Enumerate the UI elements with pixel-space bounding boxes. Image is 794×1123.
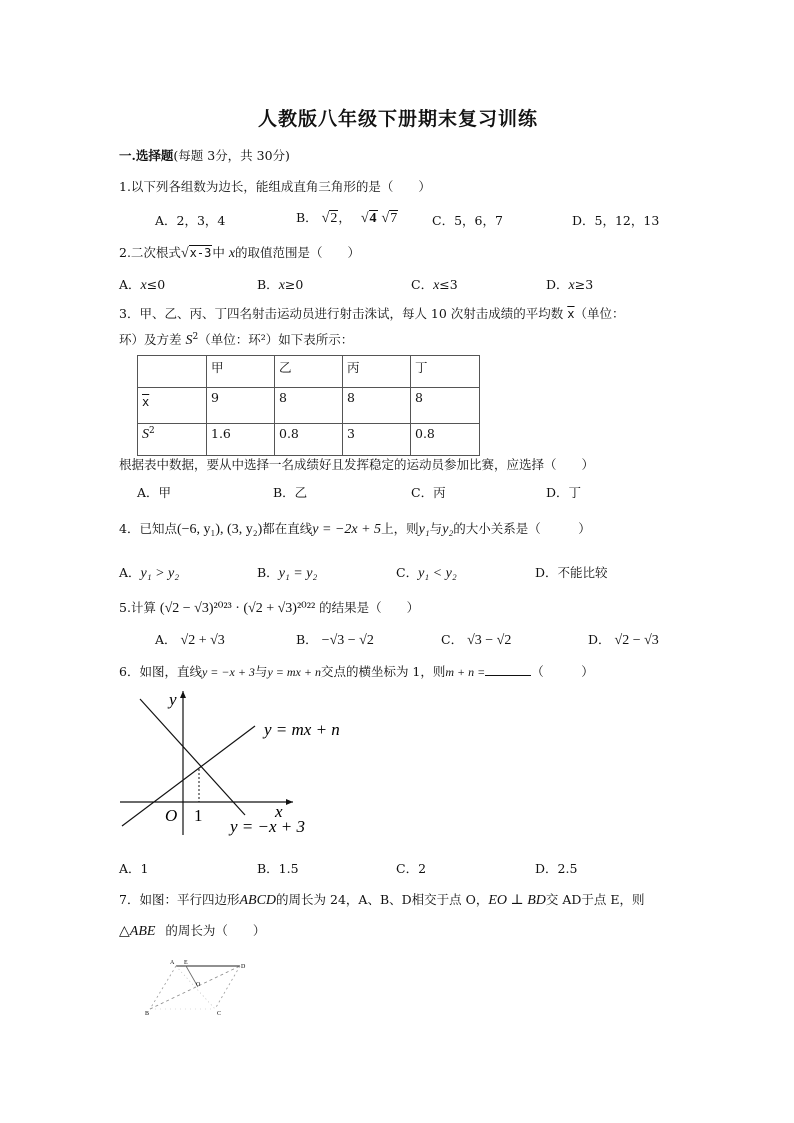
q2-option-d: D．x≥3 <box>546 277 594 293</box>
q4-line-eq: y = −2x + 5 <box>312 522 382 537</box>
q5-option-d: D． √2 − √3 <box>588 632 659 648</box>
q2-post: 的取值范围是（ ） <box>235 245 361 260</box>
line-label-mx-n: y = mx + n <box>264 720 340 739</box>
q3-option-b: B．乙 <box>273 485 308 500</box>
diagonal-bd <box>150 966 240 1009</box>
parallelogram-figure <box>140 954 255 1018</box>
q5-option-b: B． −√3 − √2 <box>296 632 374 648</box>
q2-option-b: B．x≥0 <box>257 277 304 293</box>
q4-option-c: C．y₁ < y₂ <box>396 565 457 581</box>
vertex-d: D <box>241 964 246 970</box>
point-e: E <box>184 960 188 966</box>
question-2-stem <box>119 243 360 262</box>
line-neg-x-plus-3 <box>140 699 245 815</box>
question-7-line1: 7．如图：平行四边形ABCD的周长为 24，A、B、D相交于点 O，EO ⊥ BD交 AD于点 E，则 <box>119 892 645 908</box>
q3-option-c: C．丙 <box>411 485 446 500</box>
question-7-line2: △ABE 的周长为（ ） <box>119 923 266 939</box>
q2-mid: 中 <box>212 245 225 260</box>
page-title: 人教版八年级下册期末复习训练 <box>258 108 539 130</box>
x-axis-label: x <box>275 802 283 821</box>
score-table <box>137 355 480 456</box>
y-axis-label: y <box>169 690 177 709</box>
q4-option-b: B．y₁ = y₂ <box>257 565 318 581</box>
question-5-stem: 5.计算 (√2 − √3)²⁰²³ · (√2 + √3)²⁰²² 的结果是（ ） <box>119 600 420 616</box>
q1-b-root3: √7 <box>381 211 398 226</box>
answer-blank[interactable] <box>485 663 531 676</box>
q1-b-label: B． <box>296 210 318 225</box>
vertex-a: A <box>170 960 175 966</box>
table-row: $\overline{x}$ 9 8 8 8 <box>138 388 480 424</box>
table-row: $S^2$ 1.6 0.8 3 0.8 <box>138 424 480 456</box>
q6-option-d: D．2.5 <box>535 861 578 876</box>
q5-expression: (√2 − √3)²⁰²³ · (√2 + √3)²⁰²² <box>159 601 316 616</box>
y-axis-arrow <box>180 691 186 698</box>
q1-option-c: C．5，6，7 <box>432 213 503 228</box>
section-score: (每题 3分，共 30分) <box>173 148 290 163</box>
q2-var: x <box>228 246 236 261</box>
q1-b-root1: √2 <box>321 211 338 226</box>
table-row: 甲 乙 丙 丁 <box>138 356 480 388</box>
q1-option-d: D．5，12，13 <box>572 213 660 228</box>
q4-option-a: A．y₁ > y₂ <box>119 565 180 581</box>
q6-option-a: A．1 <box>119 861 149 876</box>
section-heading <box>119 146 290 164</box>
q5-option-a: A． √2 + √3 <box>155 632 225 648</box>
section-label: 一.选择题 <box>119 148 174 163</box>
q1-b-root2: √4 <box>360 211 377 226</box>
q1-b-sep: ， <box>338 210 351 225</box>
q1-option-a: A．2，3，4 <box>155 213 226 228</box>
variance-symbol: S <box>185 333 193 348</box>
point-o: O <box>196 982 201 988</box>
q2-option-a: A．x≤0 <box>119 277 166 293</box>
question-3-line2: 环）及方差 $S^2$（单位：环²）如下表所示： <box>119 331 354 348</box>
line-mx-plus-n <box>122 726 255 826</box>
side-dc <box>215 966 240 1009</box>
line-label-neg-x-3: y = −x + 3 <box>230 817 306 836</box>
q3-option-a: A．甲 <box>137 485 172 500</box>
x-axis-arrow <box>286 799 293 805</box>
q3-ask: 根据表中数据，要从中选择一名成绩好且发挥稳定的运动员参加比赛，应选择（ ） <box>119 457 595 472</box>
q2-radical: √x-3 <box>180 246 212 261</box>
q2-pre: 2.二次根式 <box>119 245 181 260</box>
question-3-line1: 3．甲、乙、丙、丁四名射击运动员进行射击洙试，每人 10 次射击成绩的平均数 $\overline{x}$（单位： <box>119 306 625 321</box>
origin-label: O <box>165 806 178 825</box>
vertex-c: C <box>217 1011 222 1017</box>
q6-option-b: B．1.5 <box>257 861 299 876</box>
q6-option-c: C．2 <box>396 861 427 876</box>
tick-1-label: 1 <box>194 806 203 825</box>
q2-option-c: C．x≤3 <box>411 277 458 293</box>
question-6-stem: 6．如图，直线y = −x + 3与y = mx + n交点的横坐标为 1，则m + n = （ ） <box>119 664 594 679</box>
line-graph-figure <box>115 685 355 840</box>
x-bar-symbol: $\overline{x}$ <box>567 307 575 321</box>
question-1-stem: 1.以下列各组数为边长，能组成直角三角形的是（ ） <box>119 179 431 194</box>
vertex-b: B <box>145 1011 150 1017</box>
q4-points: (−6, y₁), (3, y₂) <box>176 522 263 537</box>
q1-option-b <box>296 208 398 227</box>
question-4-stem: 4．已知点(−6, y₁), (3, y₂)都在直线y = −2x + 5上，则y₁与y₂的大小关系是（ ） <box>119 521 591 537</box>
q3-option-d: D．丁 <box>546 485 582 500</box>
q4-option-d: D．不能比较 <box>535 565 608 580</box>
q5-option-c: C． √3 − √2 <box>441 632 512 648</box>
triangle-abe: △ABE <box>119 924 156 939</box>
